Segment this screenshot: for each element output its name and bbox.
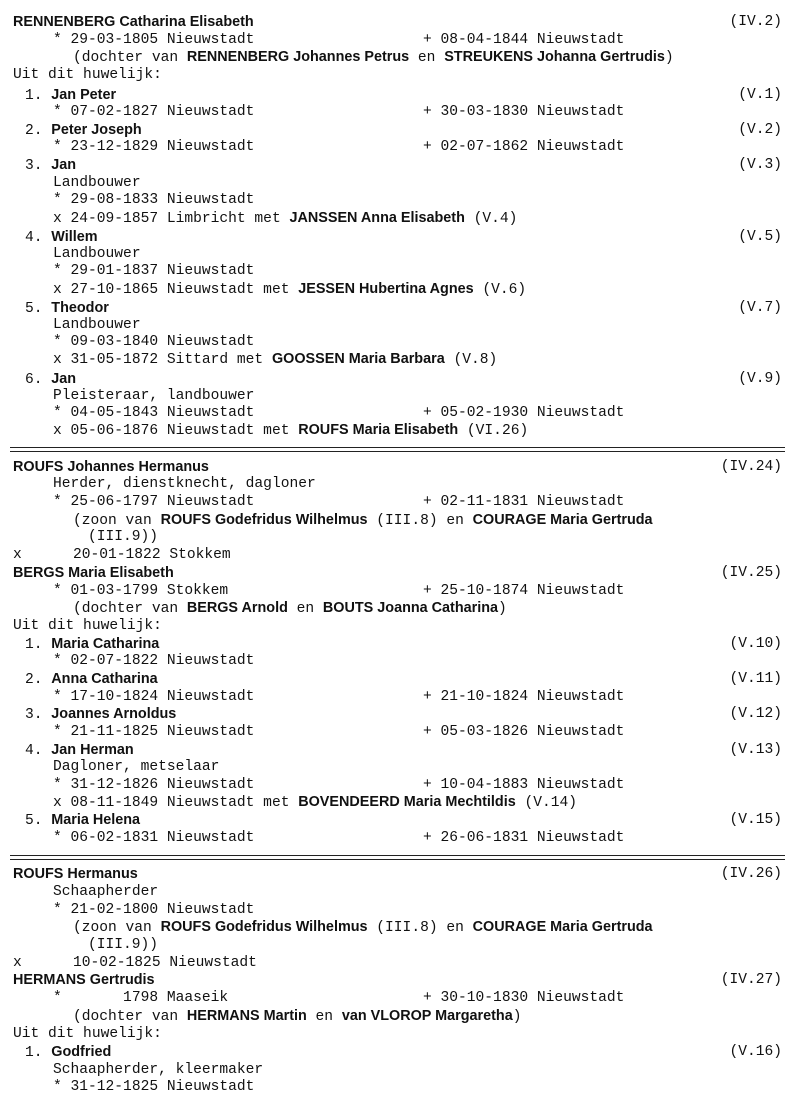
spouse-name: BERGS Maria Elisabeth	[13, 565, 174, 581]
child-birth: * 04-05-1843 Nieuwstadt	[53, 405, 255, 421]
child-ref: (V.5)	[738, 229, 782, 245]
spouse-birth: * 1798 Maaseik	[53, 990, 229, 1006]
child-birth: * 29-08-1833 Nieuwstadt	[53, 192, 255, 208]
parents: (dochter van RENNENBERG Johannes Petrus en STREUKENS Johanna Gertrudis)	[73, 49, 674, 66]
child-ref: (V.15)	[729, 812, 782, 828]
child-birth: * 29-01-1837 Nieuwstadt	[53, 263, 255, 279]
child-name: 2. Peter Joseph	[25, 122, 142, 139]
section-divider	[10, 859, 785, 860]
section-divider	[10, 855, 785, 856]
child-marriage: x 27-10-1865 Nieuwstadt met JESSEN Hubertina Agnes (V.6)	[53, 281, 527, 298]
birth-date: * 21-02-1800 Nieuwstadt	[53, 902, 255, 918]
child-occupation: Landbouwer	[53, 246, 141, 262]
child-ref: (V.3)	[738, 157, 782, 173]
child-birth: * 21-11-1825 Nieuwstadt	[53, 724, 255, 740]
child-death: + 30-03-1830 Nieuwstadt	[423, 104, 625, 120]
child-name: 2. Anna Catharina	[25, 671, 158, 688]
section-divider	[10, 447, 785, 448]
generation-ref: (IV.26)	[720, 866, 782, 882]
spouse-birth: * 01-03-1799 Stokkem	[53, 583, 229, 599]
child-birth: * 09-03-1840 Nieuwstadt	[53, 334, 255, 350]
child-ref: (V.1)	[738, 87, 782, 103]
child-name: 4. Willem	[25, 229, 98, 246]
child-birth: * 31-12-1826 Nieuwstadt	[53, 777, 255, 793]
marriage-date: 20-01-1822 Stokkem	[73, 547, 231, 563]
death-date: + 08-04-1844 Nieuwstadt	[423, 32, 625, 48]
child-name: 1. Maria Catharina	[25, 636, 160, 653]
child-name: 1. Jan Peter	[25, 87, 117, 104]
child-occupation: Pleisteraar, landbouwer	[53, 388, 255, 404]
person-name: ROUFS Johannes Hermanus	[13, 459, 209, 475]
occupation: Schaapherder	[53, 884, 159, 900]
child-birth: * 23-12-1829 Nieuwstadt	[53, 139, 255, 155]
person-name: RENNENBERG Catharina Elisabeth	[13, 14, 254, 30]
child-ref: (V.2)	[738, 122, 782, 138]
child-death: + 26-06-1831 Nieuwstadt	[423, 830, 625, 846]
child-ref: (V.12)	[729, 706, 782, 722]
child-marriage: x 24-09-1857 Limbricht met JANSSEN Anna Elisabeth (V.4)	[53, 210, 518, 227]
child-ref: (V.7)	[738, 300, 782, 316]
child-birth: * 07-02-1827 Nieuwstadt	[53, 104, 255, 120]
child-birth: * 17-10-1824 Nieuwstadt	[53, 689, 255, 705]
spouse-ref: (IV.25)	[720, 565, 782, 581]
child-name: 5. Theodor	[25, 300, 109, 317]
child-name: 1. Godfried	[25, 1044, 112, 1061]
child-birth: * 31-12-1825 Nieuwstadt	[53, 1079, 255, 1095]
parents-cont: (III.9))	[88, 529, 159, 545]
child-ref: (V.10)	[729, 636, 782, 652]
parents: (zoon van ROUFS Godefridus Wilhelmus (III.8) en COURAGE Maria Gertruda	[73, 512, 653, 529]
death-date: + 02-11-1831 Nieuwstadt	[423, 494, 625, 510]
spouse-parents: (dochter van HERMANS Martin en van VLOROP Margaretha)	[73, 1008, 522, 1025]
child-birth: * 06-02-1831 Nieuwstadt	[53, 830, 255, 846]
spouse-ref: (IV.27)	[720, 972, 782, 988]
section-divider	[10, 451, 785, 452]
child-marriage: x 31-05-1872 Sittard met GOOSSEN Maria Barbara (V.8)	[53, 351, 498, 368]
birth-date: * 25-06-1797 Nieuwstadt	[53, 494, 255, 510]
child-ref: (V.16)	[729, 1044, 782, 1060]
children-heading: Uit dit huwelijk:	[13, 67, 162, 83]
child-ref: (V.9)	[738, 371, 782, 387]
marriage-mark: x	[13, 547, 22, 563]
child-occupation: Schaapherder, kleermaker	[53, 1062, 264, 1078]
child-name: 3. Jan	[25, 157, 77, 174]
child-death: + 02-07-1862 Nieuwstadt	[423, 139, 625, 155]
child-occupation: Landbouwer	[53, 175, 141, 191]
child-death: + 05-02-1930 Nieuwstadt	[423, 405, 625, 421]
birth-date: * 29-03-1805 Nieuwstadt	[53, 32, 255, 48]
occupation: Herder, dienstknecht, dagloner	[53, 476, 316, 492]
parents: (zoon van ROUFS Godefridus Wilhelmus (III.8) en COURAGE Maria Gertruda	[73, 919, 653, 936]
child-death: + 21-10-1824 Nieuwstadt	[423, 689, 625, 705]
child-ref: (V.11)	[729, 671, 782, 687]
spouse-name: HERMANS Gertrudis	[13, 972, 155, 988]
child-name: 6. Jan	[25, 371, 77, 388]
child-death: + 05-03-1826 Nieuwstadt	[423, 724, 625, 740]
child-ref: (V.13)	[729, 742, 782, 758]
person-name: ROUFS Hermanus	[13, 866, 138, 882]
child-name: 3. Joannes Arnoldus	[25, 706, 177, 723]
child-birth: * 02-07-1822 Nieuwstadt	[53, 653, 255, 669]
child-occupation: Dagloner, metselaar	[53, 759, 220, 775]
children-heading: Uit dit huwelijk:	[13, 1026, 162, 1042]
generation-ref: (IV.2)	[729, 14, 782, 30]
child-marriage: x 08-11-1849 Nieuwstadt met BOVENDEERD Maria Mechtildis (V.14)	[53, 794, 578, 811]
marriage-date: 10-02-1825 Nieuwstadt	[73, 955, 257, 971]
children-heading: Uit dit huwelijk:	[13, 618, 162, 634]
spouse-death: + 30-10-1830 Nieuwstadt	[423, 990, 625, 1006]
marriage-mark: x	[13, 955, 22, 971]
spouse-parents: (dochter van BERGS Arnold en BOUTS Joanna Catharina)	[73, 600, 507, 617]
parents-cont: (III.9))	[88, 937, 159, 953]
child-name: 5. Maria Helena	[25, 812, 141, 829]
child-name: 4. Jan Herman	[25, 742, 134, 759]
child-marriage: x 05-06-1876 Nieuwstadt met ROUFS Maria Elisabeth (VI.26)	[53, 422, 529, 439]
spouse-death: + 25-10-1874 Nieuwstadt	[423, 583, 625, 599]
child-occupation: Landbouwer	[53, 317, 141, 333]
child-death: + 10-04-1883 Nieuwstadt	[423, 777, 625, 793]
generation-ref: (IV.24)	[720, 459, 782, 475]
